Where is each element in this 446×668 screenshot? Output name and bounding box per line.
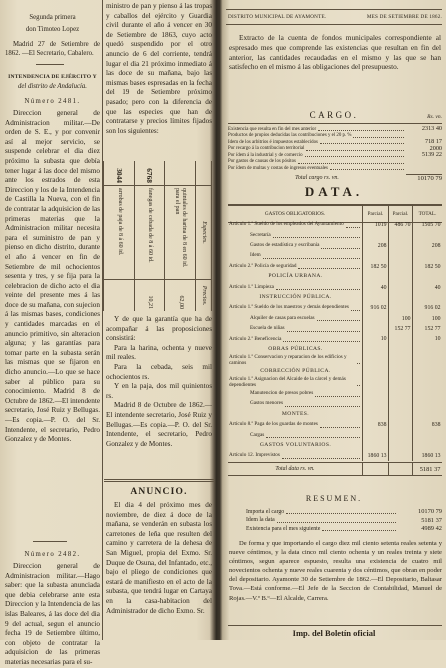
expense-label-text: POLICÍA URBANA. [268,273,323,280]
currency-unit: Rs. vn. [427,114,442,120]
resumen-label [228,509,398,516]
data-table-row [228,451,442,461]
cargo-title: CARGO. [309,110,359,120]
species-quantity: 3044 [114,168,124,183]
divider [33,541,67,542]
expense-label-text: Cargas [250,431,265,438]
data-table-row [228,334,442,344]
resumen-label [228,526,398,533]
data-total-spacer [362,463,388,475]
data-table-row [228,293,442,303]
expense-total [412,345,442,355]
cargo-label-text: Por ídem á la industrial y de comercio [228,152,303,158]
expense-partial-2 [388,409,412,419]
divider [228,625,442,626]
cargo-row [228,165,442,172]
expense-total [412,377,442,389]
species-quantity: 6768 [145,168,155,183]
cargo-row [228,152,442,159]
guarantee-paragraph: Para la cebada, seis mil ochocientos rs. [106,362,212,381]
data-table-row [228,303,442,313]
expense-partial-1 [362,441,388,451]
expense-label-text: Artículo 1.º Limpieza [229,283,274,290]
data-table-row [228,272,442,282]
anuncio-title: ANUNCIO. [130,487,188,497]
expense-partial-1 [362,399,388,409]
data-table-row [228,262,442,272]
header-expenses: GASTOS OBLIGATORIOS. [264,211,326,217]
data-table-row [228,230,442,240]
expense-partial-1 [362,409,388,419]
expense-total [412,355,442,367]
date-signature-line: Madrid 27 de Setiembre de 1862. —El Secretario, Cabalero. [5,41,100,57]
expense-partial-2 [388,293,412,303]
expense-partial-1 [362,355,388,367]
expense-total: 838 [412,420,442,430]
expense-total [412,389,442,399]
expense-partial-1 [362,230,388,240]
expense-total: 916 02 [412,303,442,313]
notice-body: Direccion general de Administracion militar.—Hago saber: que la subasta anunciada que debia celebrarse ante esta Direccion y la Intendencia de las islas Baleares, á las doce del dia 9 del actual, segun el anuncio fecha 19 de Setiembre último, con objeto de contratar la adquisicion de las primeras materias necesarias para el su- [5,562,100,666]
species-description: quintales de harina de 8 en 60 id. para el pan [165,185,195,279]
cargo-label [228,140,406,146]
guarantee-text [106,315,212,475]
expense-total: 1505 70 [412,220,442,230]
expense-partial-1: 208 [362,241,388,251]
expense-label [228,262,362,272]
expense-partial-1: 1019 [362,220,388,230]
expense-total: 1860 13 [412,451,442,461]
data-total [228,462,442,475]
cargo-value: 2000 [429,144,442,152]
resumen-value: 5181 37 [421,516,442,524]
cargo-rows [228,126,442,172]
notice-body: Direccion general de Administracion militar.—De orden de S. E., y por convenir así al mejor servicio, se suspende celebrar el dia diez próximo la subasta que debía tener lugar á las doce del mismo ante los estrados de esta Direccion y los de la Intendencia de Castilla la Nueva, con el fin de contratar la adquisicion de las primeras materias que la Administracion militar necesita para el suministro de pan y pienso en dicho distrito, durante el año á vencer en fin de Setiembre de mil ochocientos sesenta y tres, y se fija para la celebracion de dicho acto el dia veinte del presente mes á las doce de su mañana, con sujecion á las mismas bases, condiciones y cantidades marcadas en el anuncio primitivo, sin alteracion alguna; y las garantías para tomar parte en la subasta serán las mismas que se fijaron en dicho anuncio.—Lo que se hace saber al público para su conocimiento. Madrid 8 de Octubre de 1862.—El intendente secretario, José Ruiz y Bellugas.—Es copia.—P. O. del Sr. Intendente, el secretario, Pedro Gonzalez y de Montes. [5,109,101,444]
resumen-row [228,524,442,533]
data-total-spacer [388,463,412,475]
expense-label [228,355,362,367]
expense-partial-1: 182 50 [362,262,388,272]
species-table-header [195,161,212,311]
expense-partial-1 [362,430,388,440]
resumen-row [228,507,442,516]
expense-label [228,251,362,261]
expense-label [228,334,362,344]
species-price: 62,00 [165,279,195,311]
header-price: Precios. [196,279,211,311]
data-table-row [228,355,442,367]
expense-label-text: INSTRUCCIÓN PÚBLICA. [259,294,332,301]
expense-label-text: Artículo 1.º Conservacion y reparacion de los edificios y caminos [229,354,347,366]
expense-total [412,441,442,451]
cargo-label [228,166,406,172]
expense-total: 10 [412,334,442,344]
expense-total: 100 [412,314,442,324]
species-price [104,279,134,311]
expense-label [228,377,362,389]
species-description: fanegas de cebada de 8 á 60 id. [135,185,165,279]
expense-label [228,303,362,313]
closing-statement: De forma y que importando el cargo diez mil ciento setenta reales setenta y nueve céntimos, y la data cinco mil ciento ochenta y un reales treinta y siete céntimos, segun aparece espuesto, resulta una existencia de cuatro mil novecientos ochenta y nueve reales cuarenta y dos céntimos, que obran en poder del depositario. Ayamonte 30 de Setiembre de 1862.—El Depositario, Baltasar Tova.—Está conforme.—El Jefe de la Seccion de Contabilidad, Manuel de Rojas.—V.º B.º—El Alcalde, Carrera. [229,540,442,602]
expense-partial-2: 486 70 [388,220,412,230]
expense-total: 182 50 [412,262,442,272]
expense-total [412,251,442,261]
expense-total: 40 [412,282,442,292]
species-table-rotated [106,161,212,311]
divider [104,479,214,482]
expense-label-text: Escuela de niñas [250,325,285,332]
expense-partial-1 [362,345,388,355]
cargo-label-text: Por gastos de causas de los pósitos [228,159,296,164]
cargo-label [228,159,406,165]
expense-label [228,399,362,409]
cargo-label-text: Por ídem de multas y costas de ingresos eventuales [228,165,328,171]
expense-label-text: Alquiler de casas para escuelas [250,314,315,321]
data-table-row [228,399,442,409]
data-table-row [228,420,442,430]
expense-label-text: Artículo 2.º Policía de seguridad [229,262,297,269]
cargo-label [228,146,406,152]
resumen-row [228,516,442,525]
resumen-label-text: Idem la data [246,517,275,524]
expense-label-text: Secretaría [250,231,271,238]
expense-total [412,293,442,303]
expense-partial-2 [388,430,412,440]
expense-label-text: Artículo 1.º Asignacion del Alcaide de la cárcel y demás dependientes [229,376,346,388]
expense-partial-2: 100 [388,314,412,324]
species-table [106,161,212,311]
expense-partial-2 [388,241,412,251]
cargo-row [228,126,442,133]
species-table-body [103,161,195,311]
cargo-label [228,133,406,139]
data-table-row [228,389,442,399]
expense-label-text: GASTOS VOLUNTARIOS. [259,441,332,448]
resumen-label-text: Existencia para el mes siguiente [246,525,321,532]
expense-partial-1: 838 [362,420,388,430]
expense-total [412,430,442,440]
expense-partial-1 [362,272,388,282]
resumen-rows [228,507,442,534]
cargo-total-label: Total cargo rs. vn. [295,174,339,181]
expense-total [412,272,442,282]
expense-partial-1: 10 [362,334,388,344]
resumen-label-text: Importa el cargo [246,508,285,515]
divider [226,9,442,10]
data-total-value: 5181 37 [412,463,442,475]
data-table-row [228,324,442,334]
expense-label [228,389,362,399]
expense-partial-1 [362,314,388,324]
column-rule [102,0,103,640]
data-table-row [228,282,442,292]
guarantee-paragraph: Para la harina, ochenta y nueve mil reales. [106,343,212,362]
data-table-row [228,441,442,451]
expense-total: 152 77 [412,324,442,334]
expense-partial-2 [388,399,412,409]
resumen-value: 10170 79 [418,508,442,516]
header-partial-2: Parcial. [388,206,412,222]
expense-total [412,367,442,377]
data-table-row [228,220,442,230]
resumen-title: RESUMEN. [305,494,363,503]
expense-partial-1: 1860 13 [362,451,388,461]
expense-label [228,430,362,440]
expense-total [412,230,442,240]
expense-partial-2 [388,262,412,272]
expense-partial-1 [362,377,388,389]
expense-label-text: Artículo 1.º Sueldo de los empleados del Ayuntamiento [229,221,344,228]
expense-label [228,314,362,324]
data-table-row [228,241,442,251]
expense-partial-2: 152 77 [388,324,412,334]
expense-label [228,230,362,240]
expense-partial-2 [388,420,412,430]
expense-partial-2 [388,272,412,282]
expense-partial-2 [388,230,412,240]
account-extract: Extracto de la cuenta de fondos municipales correspondiente al espresado mes que comprende las existencias que resultan en fin del anterior, las cantidades recaudadas en el mismo y las que se han satisfecho en el mismo á las obligaciones del presupuesto. [229,33,441,72]
expense-label-text: CORRECCIÓN PÚBLICA. [260,367,331,374]
species-table-row [164,161,195,311]
cargo-label-text: Productos de propios deducidas las contribuciones y el 20 p. % [228,133,352,138]
expense-label-text: Gastos de estadística y escribanía [250,242,320,249]
expense-label [228,293,362,303]
expense-partial-2 [388,251,412,261]
cargo-value: 2313 40 [421,125,442,132]
section-title: INTENDENCIA DE EJÉRCITO Y [8,74,97,80]
guarantee-paragraph: Y de que la garantía que ha de acompañar á las proposiciones consistirá: [106,315,212,343]
resumen-value: 4989 42 [421,525,442,533]
data-total-label: Total data rs. vn. [275,466,315,472]
header-quantity [196,161,211,185]
expense-label [228,441,362,451]
divider [36,64,64,65]
expense-label-text: Artículo 12. Imprevistos [229,452,280,459]
expense-label-text: Idem [250,252,261,259]
resumen-label [228,517,398,524]
cargo-value: 718 17 [424,138,442,145]
notice-number: Número 2482. [24,551,81,558]
species-price: 10,21 [135,279,165,311]
expense-label-text: Manutencion de presos pobres [250,389,314,396]
expense-label [228,420,362,430]
header-species: Especies. [196,185,211,279]
guarantee-paragraph: Y en la paja, dos mil quinientos rs. [106,382,212,400]
data-table-row [228,409,442,419]
expense-label [228,282,362,292]
expense-total: 208 [412,241,442,251]
expense-partial-1: 40 [362,282,388,292]
section-subtitle: del distrito de Andalucía. [18,83,87,90]
expense-partial-2 [388,282,412,292]
cargo-label-text: Existencia que resulta en fin del mes anterior [228,126,317,132]
expense-partial-2 [388,451,412,461]
expense-label [228,272,362,282]
notice-number: Número 2481. [24,98,81,105]
cargo-label [228,127,406,133]
cargo-label [228,153,406,159]
expense-label-text: Gastos menores [250,400,283,407]
masthead [228,13,442,22]
expense-label-text: MONTES. [281,410,310,417]
data-table-row [228,430,442,440]
district-name: DISTRITO MUNICIPAL DE AYAMONTE. [228,14,327,20]
data-table-row [228,314,442,324]
expense-partial-1 [362,293,388,303]
divider [228,475,442,476]
data-title: DATA. [304,184,364,199]
expense-partial-1 [362,389,388,399]
expense-label [228,451,362,461]
expense-label [228,324,362,334]
cargo-total [228,173,442,182]
expense-partial-2 [388,355,412,367]
notice-continuation: ministro de pan y pienso á las tropas y caballos del ejército y Guardia civil durante el año á vencer en 30 de Setiembre de 1863, cuyo acto quedó suspendido por el otro anuncio de 6 del corriente, tendrá lugar el dia 21 próximo inmediato á las doce de su mañana, bajo las mismas bases espresadas en la fecha del 19 de Setiembre próximo pasado; pero con la diferencia de que las especies que han de contratarse y precios límites fijados son los siguientes: [106,2,212,135]
expense-partial-2 [388,367,412,377]
expense-partial-2 [388,334,412,344]
expense-partial-2 [388,377,412,389]
anuncio-body: El dia 4 del próximo mes de noviembre, de diez á doce de la mañana, se venderán en subasta los carretones de leña que resulten del camino y carretera de la dehesa de San Miguel, propia del Exmo. Sr. Duque de Osuna, del Infantado, etc., bajo el pliego de condiciones que estará de manifiesto en el acto de la subasta, que tendrá lugar en Cartaya en la casa-habitacion del Administrador de dicho Exmo. Sr. [106,501,212,615]
expense-label-text: Artículo 1.º Sueldo de los maestros y demás dependientes [229,304,349,311]
expense-label-text: Artículo 2.º Beneficencia [229,335,282,342]
expense-total [412,409,442,419]
expense-label-text: OBRAS PÚBLICAS. [268,345,323,352]
expense-partial-1 [362,324,388,334]
printer-imprint: Imp. del Boletín oficial [292,628,376,638]
data-table-row [228,251,442,261]
expense-partial-2 [388,441,412,451]
species-table-row [103,161,134,311]
species-quantity [165,161,195,185]
cargo-label-text: Idem de los arbitrios é impuestos establecidos [228,139,318,145]
guarantee-paragraph: Madrid 8 de Octubre de 1862.—El intendente secretario, José Ruiz y Bellugas.—Es copia.—P. O. del Sr. Intendente, el secretario, Pedro Gonzalez y de Montes. [106,401,212,448]
expense-total [412,399,442,409]
cargo-label-text: Por recargo á la contribucion territorial [228,146,305,151]
expense-label [228,241,362,251]
divider [226,24,442,25]
expense-partial-2 [388,345,412,355]
cargo-total-value: 10170 79 [406,174,442,182]
top-line-1: Segunda primera [29,14,76,21]
expense-label [228,409,362,419]
expense-label [228,220,362,230]
expense-label-text: Artículo 8.º Paga de los guardas de montes [229,421,318,428]
divider [228,123,442,124]
expense-partial-2 [388,303,412,313]
expense-partial-1 [362,251,388,261]
expense-partial-1: 916 02 [362,303,388,313]
header-total: TOTAL. [412,206,442,222]
species-description: arrobas de paja de 8 á 60 id. [104,185,134,279]
expense-partial-1 [362,367,388,377]
top-line-2: don Timoteo Lopez [25,26,80,33]
species-table-row [134,161,165,311]
header-partial-1: Parcial. [362,206,388,222]
data-table-body [228,220,442,462]
report-month: MES DE SETIEMBRE DE 1862. [366,14,442,20]
data-table-row [228,377,442,389]
expense-partial-2 [388,389,412,399]
cargo-value: 5139 22 [421,151,442,158]
